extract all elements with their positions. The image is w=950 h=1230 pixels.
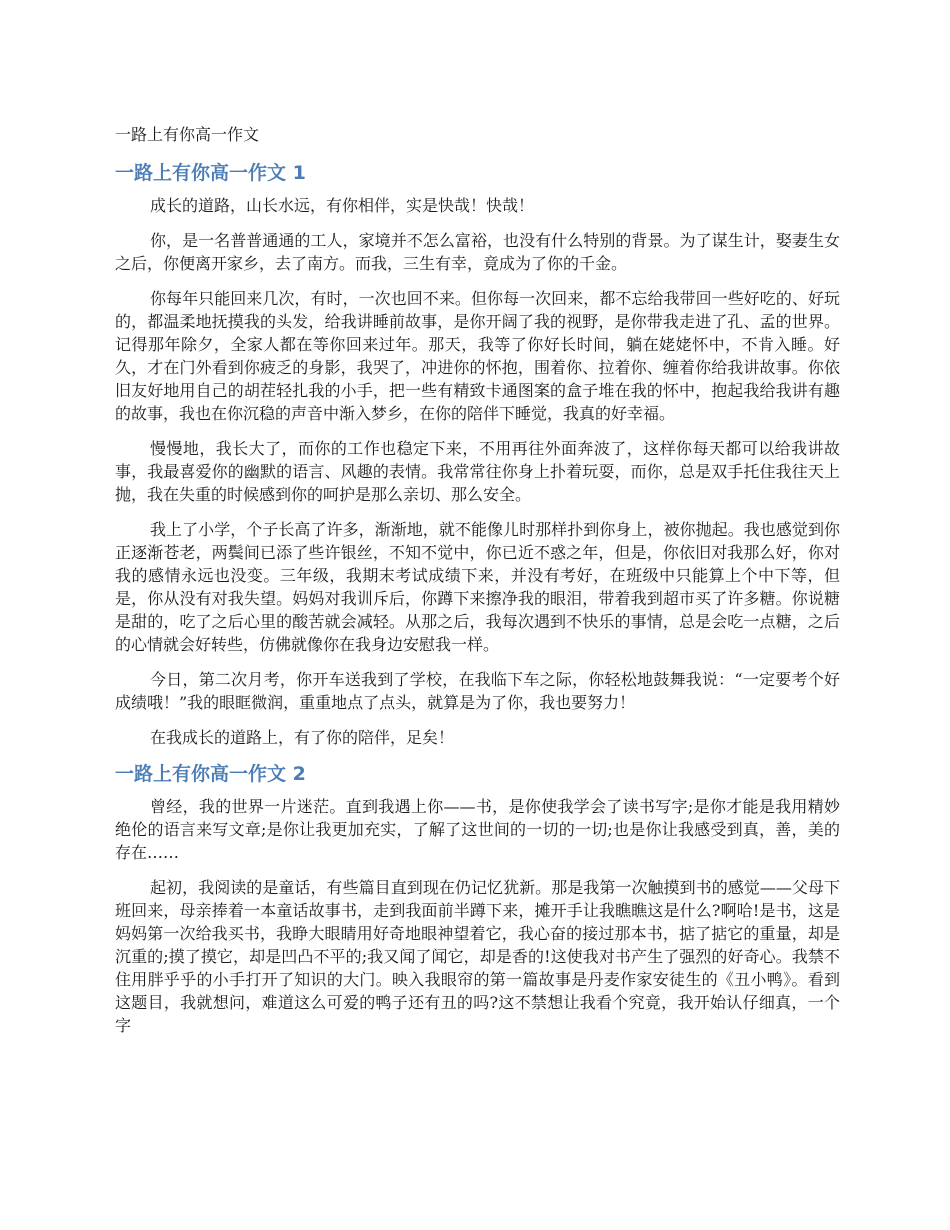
paragraph: 在我成长的道路上，有了你的陪伴，足矣！ xyxy=(150,728,455,747)
paragraph: 曾经，我的世界一片迷茫。直到我遇上你——书，是你使我学会了读书写字;是你才能是我用精妙绝伦的语言来写文章;是你让我更加充实，了解了这世间的一切的一切;也是你让我感受到真，善，美的存在…… xyxy=(115,797,840,862)
section-heading: 一路上有你高一作文 1 xyxy=(115,162,306,184)
paragraph: 你每年只能回来几次，有时，一次也回不来。但你每一次回来，都不忘给我带回一些好吃的、好玩的，都温柔地抚摸我的头发，给我讲睡前故事，是你开阔了我的视野，是你带我走进了孔、孟的世界。记得那年除夕，全家人都在等你回来过年。那天，我等了你好长时间，躺在姥姥怀中，不肯入睡。好久，才在门外看到你疲乏的身影，我哭了，冲进你的怀抱，围着你、拉着你、缠着你给我讲故事。你依旧友好地用自己的胡茬轻扎我的小手，把一些有精致卡通图案的盒子堆在我的怀中，抱起我给我讲有趣的故事，我也在你沉稳的声音中渐入梦乡，在你的陪伴下睡觉，我真的好幸福。 xyxy=(115,289,840,423)
paragraph: 成长的道路，山长水远，有你相伴，实是快哉！快哉！ xyxy=(150,196,535,215)
section-2 xyxy=(115,761,840,1037)
paragraph: 慢慢地，我长大了，而你的工作也稳定下来，不用再往外面奔波了，这样你每天都可以给我讲故事，我最喜爱你的幽默的语言、风趣的表情。我常常往你身上扑着玩耍，而你，总是双手托住我往天上抛，我在失重的时候感到你的呵护是那么亲切、那么安全。 xyxy=(115,439,840,504)
paragraph: 今日，第二次月考，你开车送我到了学校，在我临下车之际，你轻松地鼓舞我说：“一定要考个好成绩哦！”我的眼眶微润，重重地点了点头，就算是为了你，我也要努力！ xyxy=(115,670,840,712)
document-page xyxy=(115,124,840,1049)
paragraph: 你，是一名普普通通的工人，家境并不怎么富裕，也没有什么特别的背景。为了谋生计，娶妻生女之后，你便离开家乡，去了南方。而我，三生有幸，竟成为了你的千金。 xyxy=(115,231,840,273)
section-heading: 一路上有你高一作文 2 xyxy=(115,763,306,785)
paragraph: 我上了小学，个子长高了许多，渐渐地，就不能像儿时那样扑到你身上，被你抛起。我也感觉到你正逐渐苍老，两鬓间已添了些许银丝，不知不觉中，你已近不惑之年，但是，你依旧对我那么好，你对我的感情永远也没变。三年级，我期末考试成绩下来，并没有考好，在班级中只能算上个中下等，但是，你从没有对我失望。妈妈对我训斥后，你蹲下来擦净我的眼泪，带着我到超市买了许多糖。你说糖是甜的，吃了之后心里的酸苦就会减轻。从那之后，我每次遇到不快乐的事情，总是会吃一点糖，之后的心情就会好转些，仿佛就像你在我身边安慰我一样。 xyxy=(115,520,840,654)
paragraph: 起初，我阅读的是童话，有些篇目直到现在仍记忆犹新。那是我第一次触摸到书的感觉——父母下班回来，母亲捧着一本童话故事书，走到我面前半蹲下来，摊开手让我瞧瞧这是什么?啊哈!是书，这是妈妈第一次给我买书，我睁大眼睛用好奇地眼神望着它，我心奋的接过那本书，掂了掂它的重量，却是沉重的;摸了摸它，却是凹凸不平的;我又闻了闻它，却是香的!这使我对书产生了强烈的好奇心。我禁不住用胖乎乎的小手打开了知识的大门。映入我眼帘的第一篇故事是丹麦作家安徒生的《丑小鸭》。看到这题目，我就想问，难道这么可爱的鸭子还有丑的吗?这不禁想让我看个究竟，我开始认仔细真，一个字 xyxy=(115,878,840,1035)
document-title: 一路上有你高一作文 xyxy=(115,125,260,144)
section-1 xyxy=(115,160,840,749)
